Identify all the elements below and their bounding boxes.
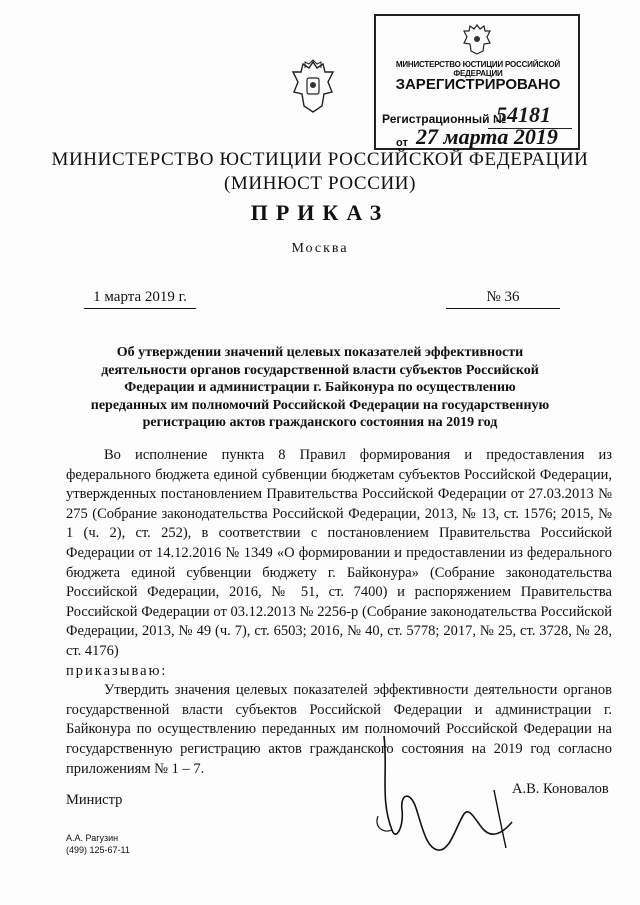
executor-name: А.А. Рагузин [66,833,119,843]
stamp-status: ЗАРЕГИСТРИРОВАНО [395,76,561,93]
ministry-title: МИНИСТЕРСТВО ЮСТИЦИИ РОССИЙСКОЙ ФЕДЕРАЦИИ [51,149,589,170]
stamp-date-prefix: от [396,137,408,149]
handwritten-signature [352,730,532,870]
stamp-reg-number: 54181 [496,102,551,127]
minister-position: Министр [66,792,123,808]
order-date: 1 марта 2019 г. [84,289,196,309]
ministry-short-name: (МИНЮСТ РОССИИ) [223,173,417,194]
minister-name: А.В. Коновалов [512,781,609,797]
order-word: приказываю: [66,662,168,679]
executor-phone: (499) 125-67-11 [66,845,130,855]
registration-stamp [374,14,580,150]
decision-paragraph: Утвердить значения целевых показателей эффективности деятельности органов государственной власти субъектов Российской Федерации и администрации г. Байконура по осуществлению переданных им полномочий Российской Федерации на государственную регистрацию актов гражданского состояния на 2019 год согласно приложениям № 1 – 7. [66,682,612,777]
preamble-paragraph: Во исполнение пункта 8 Правил формирования и предоставления из федерального бюджета единой субвенции бюджетам субъектов Российской Федерации, утвержденных постановлением Правительства Российской Федерации от 27.03.2013 № 275 (Собрание законодательства Российской Федерации, 2013, № 13, ст. 1576; 2015, № 1 (ч. 2), ст. 252), в соответствии с постановлением Правительства Российской Федерации от 14.12.2016 № 1349 «О формировании и предоставлении из федерального бюджета единой субвенции бюджету г. Байконура» (Собрание законодательства Российской Федерации, 2016, № 51, ст. 7400) и распоряжением Правительства Российской Федерации от 03.12.2013 № 2256-р (Собрание законодательства Российской Федерации, 2013, № 49 (ч. 7), ст. 6503; 2016, № 40, ст. 5778; 2017, № 25, ст. 3728, № 28, ст. 4176) [66,447,612,659]
stamp-date-handwritten: 27 марта 2019 [416,124,558,149]
order-subject: Об утверждении значений целевых показателей эффективности деятельности органов государственной власти субъектов Российской Федерации и администрации г. Байконура по осуществлению переданных им полномочий Российской Федерации на государственную регистрацию актов гражданского состояния на 2019 год [90,345,550,430]
city-name: Москва [291,241,349,256]
stamp-ministry-name: МИНИСТЕРСТВО ЮСТИЦИИ РОССИЙСКОЙ ФЕДЕРАЦИИ [395,60,561,78]
document-type-title: ПРИКАЗ [250,200,390,225]
stamp-emblem-icon [462,22,492,56]
coat-of-arms-emblem [290,58,336,116]
order-number: № 36 [446,289,560,309]
stamp-reg-label: Регистрационный № [382,112,507,126]
executor-info [66,832,130,856]
